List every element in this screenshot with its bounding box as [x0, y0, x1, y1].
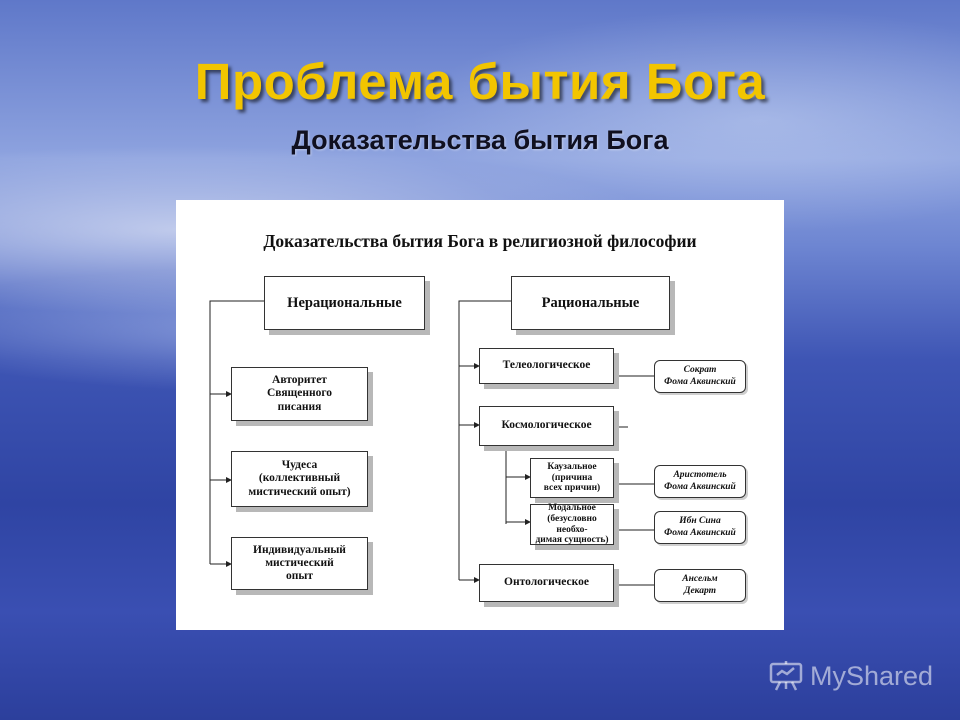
- causal-box: [530, 458, 614, 498]
- teleological-box: [479, 348, 614, 384]
- teleological-label: Телеологическое: [502, 359, 591, 372]
- slide-title: Проблема бытия Бога: [194, 53, 766, 110]
- irrational-box: [264, 276, 425, 330]
- rational-label: Рациональные: [541, 294, 640, 311]
- rational-box: [511, 276, 670, 330]
- ontological-box: [479, 564, 614, 602]
- modal-label: Модальное (безусловно необхо- димая сущность): [535, 502, 609, 546]
- scripture-authority-box: [231, 367, 368, 421]
- causal-authors: Аристотель Фома Аквинский: [654, 465, 746, 498]
- causal-label: Каузальное (причина всех причин): [543, 461, 601, 494]
- presentation-board-icon: [768, 660, 804, 692]
- watermark-text: MyShared: [810, 660, 934, 691]
- miracles-box: [231, 451, 368, 507]
- ontological-label: Онтологическое: [504, 576, 589, 589]
- diagram-panel: [176, 200, 784, 630]
- irrational-label: Нерациональные: [287, 294, 402, 311]
- cosmological-label: Космологическое: [501, 419, 592, 432]
- individual-mystic-box: [231, 537, 368, 590]
- watermark: [768, 656, 933, 696]
- individual-mystic-label: Индивидуальный мистический опыт: [253, 543, 346, 583]
- miracles-label: Чудеса (коллективный мистический опыт): [248, 459, 351, 498]
- scripture-authority-label: Авторитет Священного писания: [266, 374, 333, 413]
- slide-subtitle: Доказательства бытия Бога: [291, 125, 669, 155]
- ontological-authors: Ансельм Декарт: [654, 569, 746, 602]
- modal-authors: Ибн Сина Фома Аквинский: [654, 511, 746, 544]
- diagram-title: Доказательства бытия Бога в религиозной философии: [263, 231, 697, 251]
- modal-box: [530, 504, 614, 545]
- teleological-authors: Сократ Фома Аквинский: [654, 360, 746, 393]
- cosmological-box: [479, 406, 614, 446]
